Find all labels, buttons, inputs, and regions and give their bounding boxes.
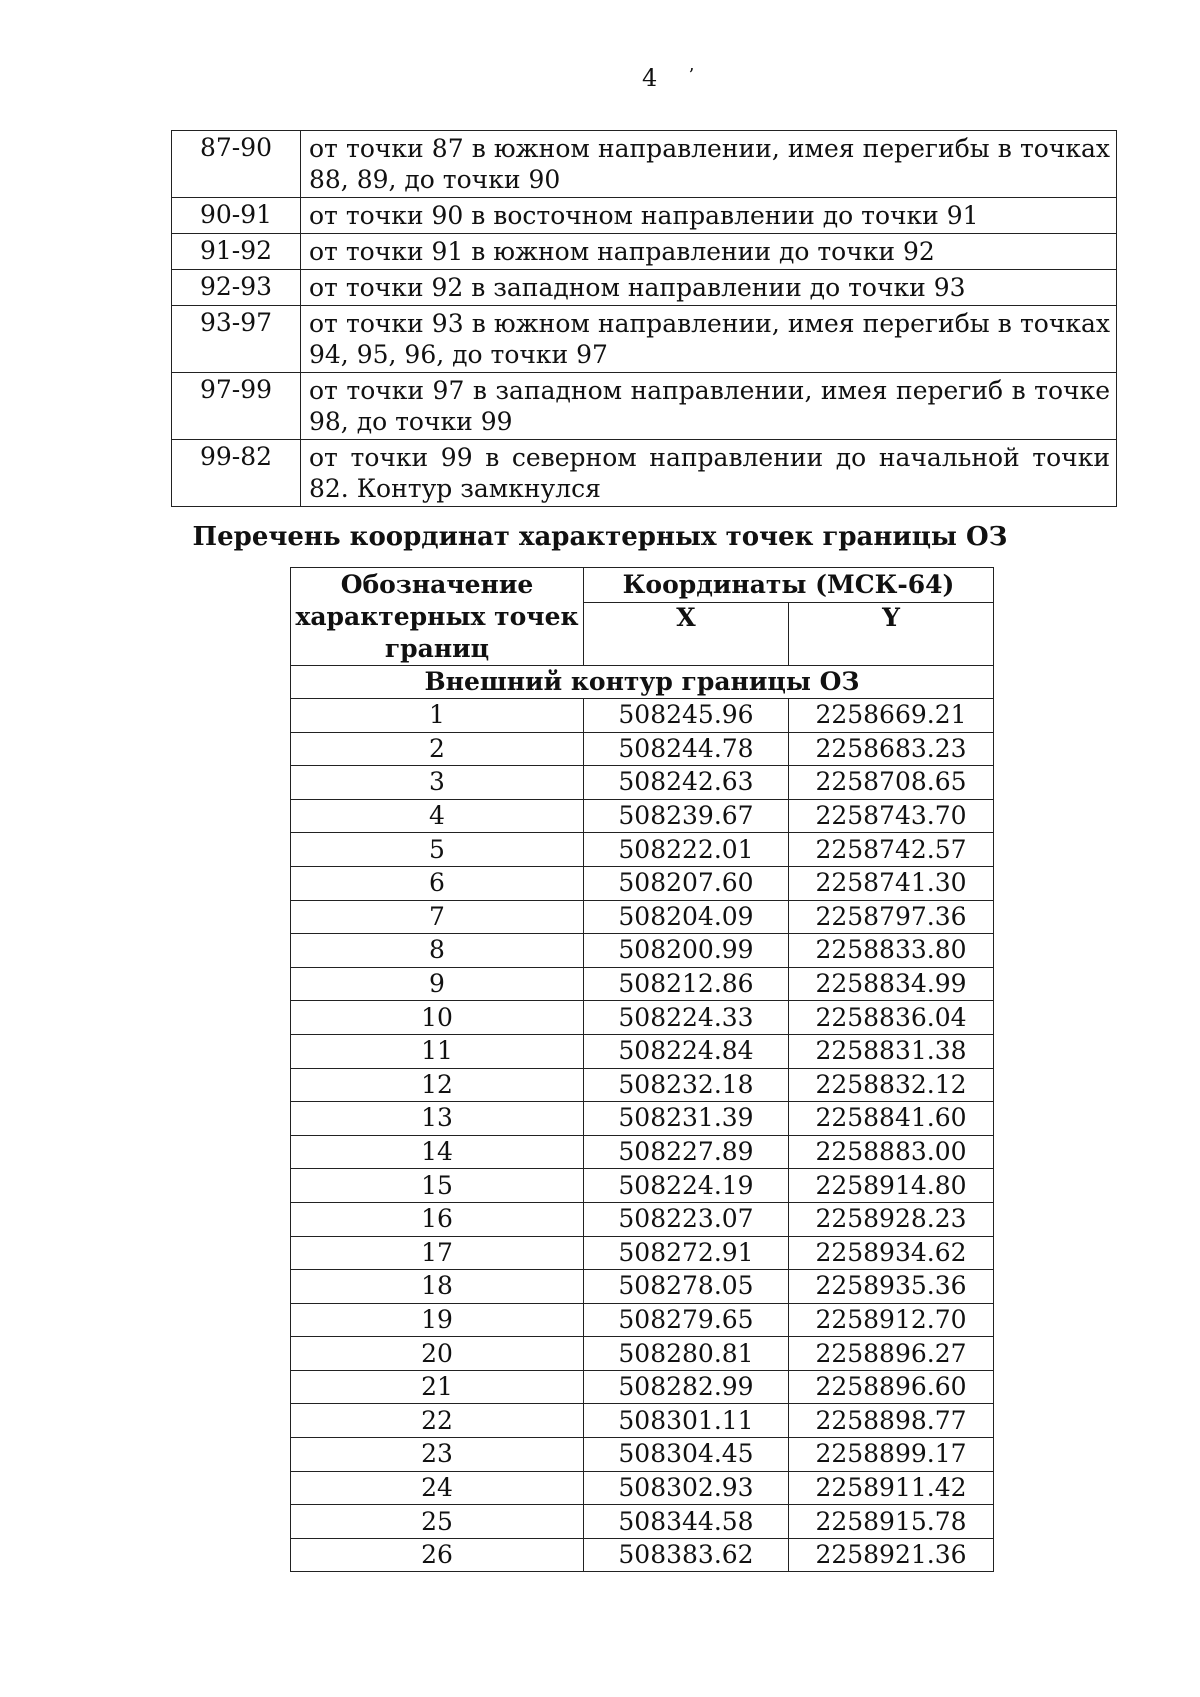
coordinate-x: 508282.99 (584, 1370, 789, 1404)
coordinate-row (291, 1505, 994, 1539)
description-row (172, 373, 1117, 440)
segment-description: от точки 92 в западном направлении до точки 93 (301, 270, 1117, 306)
coordinate-x: 508301.11 (584, 1404, 789, 1438)
contour-section (291, 666, 994, 699)
coordinate-y: 2258797.36 (789, 900, 994, 934)
coordinate-x: 508231.39 (584, 1102, 789, 1136)
boundary-description-table (171, 130, 1117, 507)
coordinate-y: 2258833.80 (789, 934, 994, 968)
coordinate-y: 2258834.99 (789, 967, 994, 1001)
coordinate-row (291, 967, 994, 1001)
coordinate-row (291, 934, 994, 968)
description-row (172, 131, 1117, 198)
coordinate-row (291, 1034, 994, 1068)
point-number: 22 (291, 1404, 584, 1438)
header-coordinates: Координаты (МСК-64) (584, 568, 994, 603)
coordinate-y: 2258832.12 (789, 1068, 994, 1102)
contour-row (291, 666, 994, 699)
coordinates-table-header (291, 568, 994, 666)
coordinate-row (291, 1404, 994, 1438)
page-number: 4 (642, 64, 658, 92)
coordinate-y: 2258743.70 (789, 799, 994, 833)
coordinate-x: 508244.78 (584, 732, 789, 766)
coordinate-row (291, 1471, 994, 1505)
header-y: Y (789, 603, 994, 666)
coordinate-x: 508212.86 (584, 967, 789, 1001)
point-number: 12 (291, 1068, 584, 1102)
coordinate-row (291, 1438, 994, 1472)
coordinate-row (291, 732, 994, 766)
coordinate-x: 508232.18 (584, 1068, 789, 1102)
coordinate-row (291, 1102, 994, 1136)
coordinate-x: 508239.67 (584, 799, 789, 833)
coordinate-row (291, 699, 994, 733)
coordinate-x: 508223.07 (584, 1202, 789, 1236)
coordinate-x: 508278.05 (584, 1270, 789, 1304)
coordinate-row (291, 1135, 994, 1169)
coordinate-row (291, 1202, 994, 1236)
coordinate-x: 508242.63 (584, 766, 789, 800)
coordinate-row (291, 900, 994, 934)
coordinate-row (291, 1303, 994, 1337)
coordinate-y: 2258708.65 (789, 766, 994, 800)
coordinate-x: 508207.60 (584, 866, 789, 900)
coordinate-x: 508224.19 (584, 1169, 789, 1203)
coordinate-row (291, 1068, 994, 1102)
contour-label: Внешний контур границы ОЗ (291, 666, 994, 699)
segment-id: 92-93 (172, 270, 301, 306)
coordinate-y: 2258883.00 (789, 1135, 994, 1169)
point-number: 2 (291, 732, 584, 766)
coordinate-row (291, 1270, 994, 1304)
point-number: 9 (291, 967, 584, 1001)
coordinate-row (291, 833, 994, 867)
segment-id: 90-91 (172, 198, 301, 234)
segment-id: 93-97 (172, 306, 301, 373)
segment-id: 97-99 (172, 373, 301, 440)
point-number: 15 (291, 1169, 584, 1203)
point-number: 26 (291, 1538, 584, 1572)
point-number: 20 (291, 1337, 584, 1371)
coordinate-row (291, 1001, 994, 1035)
point-number: 4 (291, 799, 584, 833)
point-number: 7 (291, 900, 584, 934)
header-designation: Обозначение характерных точек границ (291, 568, 584, 666)
description-row (172, 270, 1117, 306)
coordinate-x: 508222.01 (584, 833, 789, 867)
point-number: 17 (291, 1236, 584, 1270)
boundary-description-body (172, 131, 1117, 507)
point-number: 25 (291, 1505, 584, 1539)
coordinate-y: 2258836.04 (789, 1001, 994, 1035)
point-number: 3 (291, 766, 584, 800)
coordinate-y: 2258915.78 (789, 1505, 994, 1539)
coordinate-row (291, 1538, 994, 1572)
coordinate-x: 508280.81 (584, 1337, 789, 1371)
section-title: Перечень координат характерных точек границы ОЗ (192, 522, 1008, 552)
coordinate-row (291, 1370, 994, 1404)
coordinate-x: 508227.89 (584, 1135, 789, 1169)
segment-description: от точки 90 в восточном направлении до точки 91 (301, 198, 1117, 234)
coordinate-x: 508272.91 (584, 1236, 789, 1270)
coordinate-x: 508279.65 (584, 1303, 789, 1337)
coordinate-x: 508245.96 (584, 699, 789, 733)
coordinate-x: 508200.99 (584, 934, 789, 968)
header-x: X (584, 603, 789, 666)
coordinate-y: 2258896.60 (789, 1370, 994, 1404)
point-number: 13 (291, 1102, 584, 1136)
point-number: 23 (291, 1438, 584, 1472)
coordinate-row (291, 1236, 994, 1270)
coordinate-y: 2258742.57 (789, 833, 994, 867)
coordinate-x: 508224.33 (584, 1001, 789, 1035)
coordinate-y: 2258898.77 (789, 1404, 994, 1438)
coordinate-y: 2258896.27 (789, 1337, 994, 1371)
coordinate-x: 508304.45 (584, 1438, 789, 1472)
coordinate-y: 2258928.23 (789, 1202, 994, 1236)
point-number: 24 (291, 1471, 584, 1505)
coordinate-y: 2258934.62 (789, 1236, 994, 1270)
point-number: 14 (291, 1135, 584, 1169)
point-number: 19 (291, 1303, 584, 1337)
segment-id: 99-82 (172, 440, 301, 507)
segment-id: 87-90 (172, 131, 301, 198)
coordinates-body (291, 699, 994, 1572)
point-number: 21 (291, 1370, 584, 1404)
segment-description: от точки 87 в южном направлении, имея перегибы в точках 88, 89, до точки 90 (301, 131, 1117, 198)
coordinate-row (291, 766, 994, 800)
segment-description: от точки 99 в северном направлении до начальной точки 82. Контур замкнулся (301, 440, 1117, 507)
description-row (172, 440, 1117, 507)
description-row (172, 198, 1117, 234)
coordinate-row (291, 799, 994, 833)
coordinate-y: 2258899.17 (789, 1438, 994, 1472)
coordinate-row (291, 866, 994, 900)
coordinate-y: 2258841.60 (789, 1102, 994, 1136)
description-row (172, 234, 1117, 270)
segment-description: от точки 93 в южном направлении, имея перегибы в точках 94, 95, 96, до точки 97 (301, 306, 1117, 373)
coordinate-y: 2258914.80 (789, 1169, 994, 1203)
coordinate-x: 508383.62 (584, 1538, 789, 1572)
coordinate-x: 508302.93 (584, 1471, 789, 1505)
coordinate-y: 2258911.42 (789, 1471, 994, 1505)
segment-id: 91-92 (172, 234, 301, 270)
coordinate-y: 2258912.70 (789, 1303, 994, 1337)
point-number: 16 (291, 1202, 584, 1236)
coordinate-row (291, 1169, 994, 1203)
header-row-top (291, 568, 994, 603)
point-number: 8 (291, 934, 584, 968)
segment-description: от точки 91 в южном направлении до точки 92 (301, 234, 1117, 270)
coordinate-y: 2258669.21 (789, 699, 994, 733)
point-number: 6 (291, 866, 584, 900)
coordinate-x: 508344.58 (584, 1505, 789, 1539)
description-row (172, 306, 1117, 373)
point-number: 5 (291, 833, 584, 867)
point-number: 11 (291, 1034, 584, 1068)
point-number: 1 (291, 699, 584, 733)
point-number: 10 (291, 1001, 584, 1035)
coordinate-y: 2258935.36 (789, 1270, 994, 1304)
coordinate-x: 508204.09 (584, 900, 789, 934)
page-number-mark: ʼ (688, 65, 694, 86)
coordinate-y: 2258921.36 (789, 1538, 994, 1572)
point-number: 18 (291, 1270, 584, 1304)
segment-description: от точки 97 в западном направлении, имея перегиб в точке 98, до точки 99 (301, 373, 1117, 440)
coordinate-y: 2258741.30 (789, 866, 994, 900)
coordinate-y: 2258831.38 (789, 1034, 994, 1068)
coordinate-y: 2258683.23 (789, 732, 994, 766)
coordinate-x: 508224.84 (584, 1034, 789, 1068)
coordinates-table (290, 567, 994, 1572)
coordinate-row (291, 1337, 994, 1371)
